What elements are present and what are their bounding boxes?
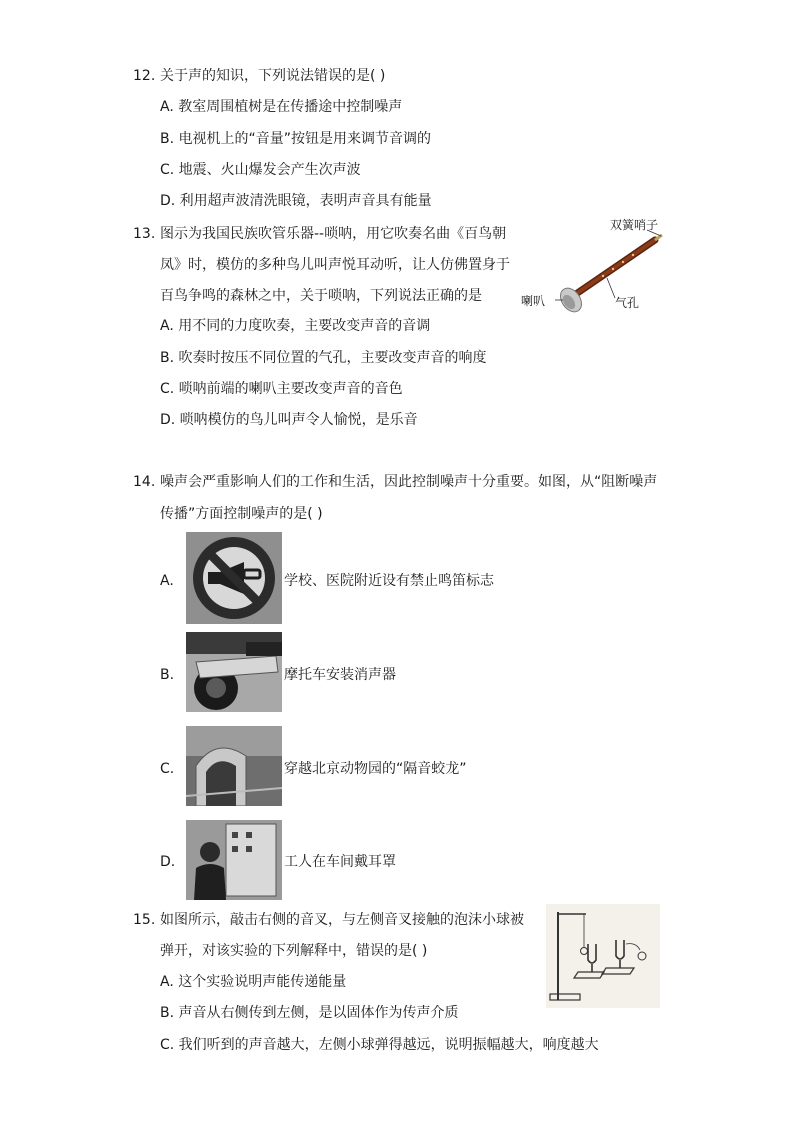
q14-option-d-caption: 工人在车间戴耳罩 <box>284 854 396 870</box>
q13-option-d: D. 唢呐模仿的鸟儿叫声令人愉悦，是乐音 <box>160 412 418 428</box>
q15-option-b: B. 声音从右侧传到左侧，是以固体作为传声介质 <box>160 1005 459 1021</box>
q14-option-b-letter: B. <box>160 667 175 683</box>
q13-stem-line-1: 图示为我国民族吹管乐器--唢呐，用它吹奏名曲《百鸟朝 <box>160 226 507 242</box>
q15-option-c: C. 我们听到的声音越大，左侧小球弹得越远，说明振幅越大，响度越大 <box>160 1037 599 1053</box>
worker-earmuffs-image <box>186 820 282 900</box>
q13-option-b: B. 吹奏时按压不同位置的气孔，主要改变声音的响度 <box>160 350 487 366</box>
q14-stem-line-1: 噪声会严重影响人们的工作和生活，因此控制噪声十分重要。如图，从“阻断噪声 <box>160 474 658 490</box>
suona-reed-label: 双簧哨子 <box>610 218 659 232</box>
q13-stem-line-2: 凤》时，模仿的多种鸟儿叫声悦耳动听，让人仿佛置身于 <box>160 257 510 273</box>
q12-option-d: D. 利用超声波清洗眼镜，表明声音具有能量 <box>160 193 432 209</box>
sound-barrier-tunnel-image <box>186 726 282 806</box>
q13-option-c: C. 唢呐前端的喇叭主要改变声音的音色 <box>160 381 403 397</box>
q12-option-c: C. 地震、火山爆发会产生次声波 <box>160 162 361 178</box>
q15-stem-line-1: 如图所示，敲击右侧的音叉，与左侧音叉接触的泡沫小球被 <box>160 912 524 928</box>
motorcycle-muffler-image <box>186 632 282 712</box>
tuning-fork-drawing <box>546 904 660 1008</box>
q13-number: 13. <box>133 226 156 242</box>
no-honking-sign-image <box>186 532 282 624</box>
q12-option-b: B. 电视机上的“音量”按钮是用来调节音调的 <box>160 131 432 147</box>
q13-option-a: A. 用不同的力度吹奏，主要改变声音的音调 <box>160 318 431 334</box>
tuning-fork-figure <box>546 904 660 1008</box>
q15-number: 15. <box>133 912 156 928</box>
q15-stem-line-2: 弹开，对该实验的下列解释中，错误的是( ) <box>160 943 428 959</box>
q14-option-c-letter: C. <box>160 761 175 777</box>
q15-option-a: A. 这个实验说明声能传递能量 <box>160 974 347 990</box>
q12-stem: 关于声的知识，下列说法错误的是( ) <box>160 68 386 84</box>
q14-option-d-letter: D. <box>160 854 176 870</box>
suona-figure <box>515 212 665 322</box>
suona-horn-label: 喇叭 <box>521 294 546 308</box>
q13-stem-line-3: 百鸟争鸣的森林之中，关于唢呐，下列说法正确的是 <box>160 288 482 304</box>
q14-stem-line-2: 传播”方面控制噪声的是( ) <box>160 506 323 522</box>
q14-number: 14. <box>133 474 156 490</box>
q14-option-c-caption: 穿越北京动物园的“隔音蛟龙” <box>284 761 467 777</box>
q12-number: 12. <box>133 68 156 84</box>
q14-option-a-letter: A. <box>160 573 174 589</box>
suona-hole-label: 气孔 <box>615 296 640 310</box>
q14-option-b-caption: 摩托车安装消声器 <box>284 667 396 683</box>
q14-option-a-caption: 学校、医院附近设有禁止鸣笛标志 <box>284 573 494 589</box>
q12-option-a: A. 教室周围植树是在传播途中控制噪声 <box>160 99 403 115</box>
